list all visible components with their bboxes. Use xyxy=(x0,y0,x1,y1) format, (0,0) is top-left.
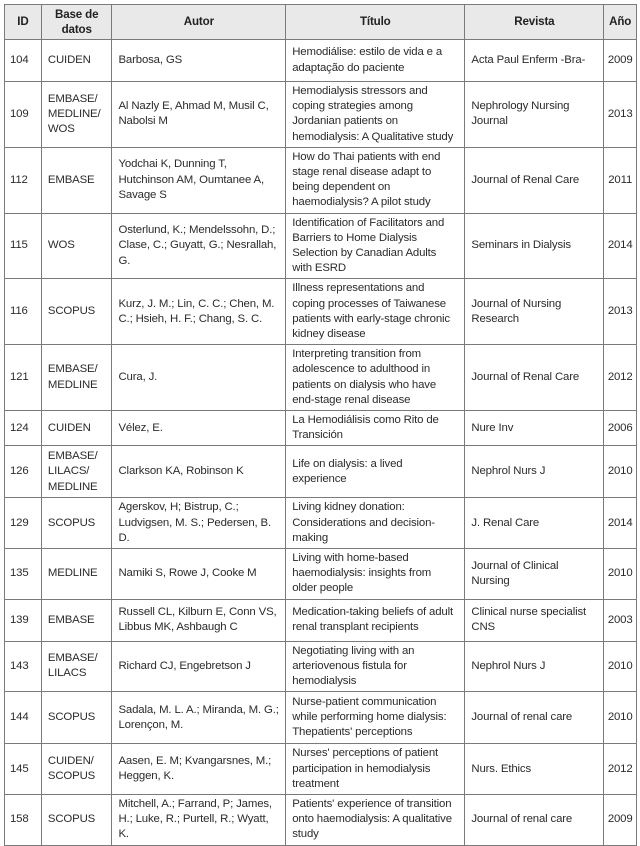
cell-year: 2010 xyxy=(604,549,637,600)
cell-title: Living with home-based haemodialysis: insights from older people xyxy=(286,549,465,600)
table-row xyxy=(5,147,637,213)
cell-author: Mitchell, A.; Farrand, P; James, H.; Luke, R.; Purtell, R.; Wyatt, K. xyxy=(112,794,286,845)
cell-id: 139 xyxy=(5,599,42,641)
cell-title: Hemodialysis stressors and coping strategies among Jordanian patients on hemodialysis: A Qualitative study xyxy=(286,82,465,148)
cell-id: 109 xyxy=(5,82,42,148)
cell-author: Osterlund, K.; Mendelssohn, D.; Clase, C.; Guyatt, G.; Nesrallah, G. xyxy=(112,213,286,279)
header-author: Autor xyxy=(112,5,286,40)
cell-database: SCOPUS xyxy=(41,498,112,549)
cell-database: EMBASE/ LILACS/ MEDLINE xyxy=(41,446,112,498)
cell-database: SCOPUS xyxy=(41,692,112,744)
table-row xyxy=(5,446,637,498)
cell-author: Russell CL, Kilburn E, Conn VS, Libbus MK, Ashbaugh C xyxy=(112,599,286,641)
header-id: ID xyxy=(5,5,42,40)
cell-journal: Journal of Renal Care xyxy=(465,147,604,213)
cell-database: CUIDEN xyxy=(41,411,112,446)
cell-database: CUIDEN xyxy=(41,40,112,82)
cell-author: Agerskov, H; Bistrup, C.; Ludvigsen, M. S.; Pedersen, B. D. xyxy=(112,498,286,549)
table-row xyxy=(5,279,637,345)
cell-id: 144 xyxy=(5,692,42,744)
cell-author: Vélez, E. xyxy=(112,411,286,446)
cell-author: Kurz, J. M.; Lin, C. C.; Chen, M. C.; Hsieh, H. F.; Chang, S. C. xyxy=(112,279,286,345)
cell-year: 2013 xyxy=(604,279,637,345)
header-title: Título xyxy=(286,5,465,40)
table-row xyxy=(5,345,637,411)
cell-author: Al Nazly E, Ahmad M, Musil C, Nabolsi M xyxy=(112,82,286,148)
cell-author: Namiki S, Rowe J, Cooke M xyxy=(112,549,286,600)
table-row xyxy=(5,213,637,279)
cell-title: Nurses' perceptions of patient participation in hemodialysis treatment xyxy=(286,744,465,795)
cell-year: 2012 xyxy=(604,345,637,411)
cell-database: EMBASE/ LILACS xyxy=(41,641,112,692)
cell-journal: Journal of Clinical Nursing xyxy=(465,549,604,600)
cell-id: 116 xyxy=(5,279,42,345)
cell-journal: Nephrology Nursing Journal xyxy=(465,82,604,148)
cell-database: EMBASE/ MEDLINE xyxy=(41,345,112,411)
cell-journal: J. Renal Care xyxy=(465,498,604,549)
table-row xyxy=(5,40,637,82)
cell-year: 2011 xyxy=(604,147,637,213)
table-body xyxy=(5,40,637,846)
cell-year: 2010 xyxy=(604,446,637,498)
cell-title: How do Thai patients with end stage renal disease adapt to being dependent on haemodialysis? A pilot study xyxy=(286,147,465,213)
table-row xyxy=(5,599,637,641)
cell-author: Aasen, E. M; Kvangarsnes, M.; Heggen, K. xyxy=(112,744,286,795)
cell-title: Illness representations and coping processes of Taiwanese patients with early-stage chronic kidney disease xyxy=(286,279,465,345)
cell-journal: Nurs. Ethics xyxy=(465,744,604,795)
cell-id: 104 xyxy=(5,40,42,82)
cell-title: Interpreting transition from adolescence to adulthood in patients on dialysis who have end-stage renal disease xyxy=(286,345,465,411)
table-row xyxy=(5,549,637,600)
cell-author: Cura, J. xyxy=(112,345,286,411)
cell-year: 2003 xyxy=(604,599,637,641)
cell-database: EMBASE xyxy=(41,147,112,213)
cell-id: 135 xyxy=(5,549,42,600)
cell-id: 115 xyxy=(5,213,42,279)
cell-id: 143 xyxy=(5,641,42,692)
cell-database: SCOPUS xyxy=(41,794,112,845)
table-row xyxy=(5,411,637,446)
table-row xyxy=(5,794,637,845)
cell-database: EMBASE xyxy=(41,599,112,641)
cell-title: Hemodiálise: estilo de vida e a adaptação do paciente xyxy=(286,40,465,82)
cell-database: MEDLINE xyxy=(41,549,112,600)
cell-journal: Seminars in Dialysis xyxy=(465,213,604,279)
cell-journal: Journal of Renal Care xyxy=(465,345,604,411)
cell-id: 145 xyxy=(5,744,42,795)
cell-journal: Nephrol Nurs J xyxy=(465,446,604,498)
cell-author: Sadala, M. L. A.; Miranda, M. G.; Lorençon, M. xyxy=(112,692,286,744)
cell-journal: Nephrol Nurs J xyxy=(465,641,604,692)
cell-year: 2012 xyxy=(604,744,637,795)
table-row xyxy=(5,82,637,148)
cell-database: SCOPUS xyxy=(41,279,112,345)
cell-journal: Journal of Nursing Research xyxy=(465,279,604,345)
header-journal: Revista xyxy=(465,5,604,40)
cell-journal: Acta Paul Enferm -Bra- xyxy=(465,40,604,82)
cell-id: 124 xyxy=(5,411,42,446)
table-row xyxy=(5,498,637,549)
cell-author: Richard CJ, Engebretson J xyxy=(112,641,286,692)
cell-year: 2009 xyxy=(604,40,637,82)
cell-title: Identification of Facilitators and Barriers to Home Dialysis Selection by Canadian Adults with ESRD xyxy=(286,213,465,279)
cell-title: Negotiating living with an arteriovenous fistula for hemodialysis xyxy=(286,641,465,692)
cell-title: Patients' experience of transition onto haemodialysis: A qualitative study xyxy=(286,794,465,845)
cell-year: 2014 xyxy=(604,498,637,549)
cell-year: 2009 xyxy=(604,794,637,845)
header-database: Base de datos xyxy=(41,5,112,40)
cell-author: Yodchai K, Dunning T, Hutchinson AM, Oumtanee A, Savage S xyxy=(112,147,286,213)
table-row xyxy=(5,744,637,795)
cell-journal: Journal of renal care xyxy=(465,692,604,744)
cell-title: Life on dialysis: a lived experience xyxy=(286,446,465,498)
cell-year: 2014 xyxy=(604,213,637,279)
cell-year: 2013 xyxy=(604,82,637,148)
cell-database: EMBASE/ MEDLINE/ WOS xyxy=(41,82,112,148)
cell-year: 2010 xyxy=(604,641,637,692)
table-row xyxy=(5,641,637,692)
cell-title: Medication-taking beliefs of adult renal transplant recipients xyxy=(286,599,465,641)
cell-journal: Nure Inv xyxy=(465,411,604,446)
cell-author: Clarkson KA, Robinson K xyxy=(112,446,286,498)
cell-id: 112 xyxy=(5,147,42,213)
cell-id: 121 xyxy=(5,345,42,411)
cell-author: Barbosa, GS xyxy=(112,40,286,82)
cell-journal: Journal of renal care xyxy=(465,794,604,845)
studies-table xyxy=(4,4,637,846)
cell-title: Nurse-patient communication while performing home dialysis: Thepatients' perceptions xyxy=(286,692,465,744)
cell-journal: Clinical nurse specialist CNS xyxy=(465,599,604,641)
table-header-row xyxy=(5,5,637,40)
cell-id: 129 xyxy=(5,498,42,549)
cell-database: CUIDEN/ SCOPUS xyxy=(41,744,112,795)
cell-title: Living kidney donation: Considerations and decision-making xyxy=(286,498,465,549)
header-year: Año xyxy=(604,5,637,40)
table-row xyxy=(5,692,637,744)
cell-year: 2006 xyxy=(604,411,637,446)
cell-title: La Hemodiálisis como Rito de Transición xyxy=(286,411,465,446)
cell-id: 158 xyxy=(5,794,42,845)
cell-id: 126 xyxy=(5,446,42,498)
cell-year: 2010 xyxy=(604,692,637,744)
cell-database: WOS xyxy=(41,213,112,279)
